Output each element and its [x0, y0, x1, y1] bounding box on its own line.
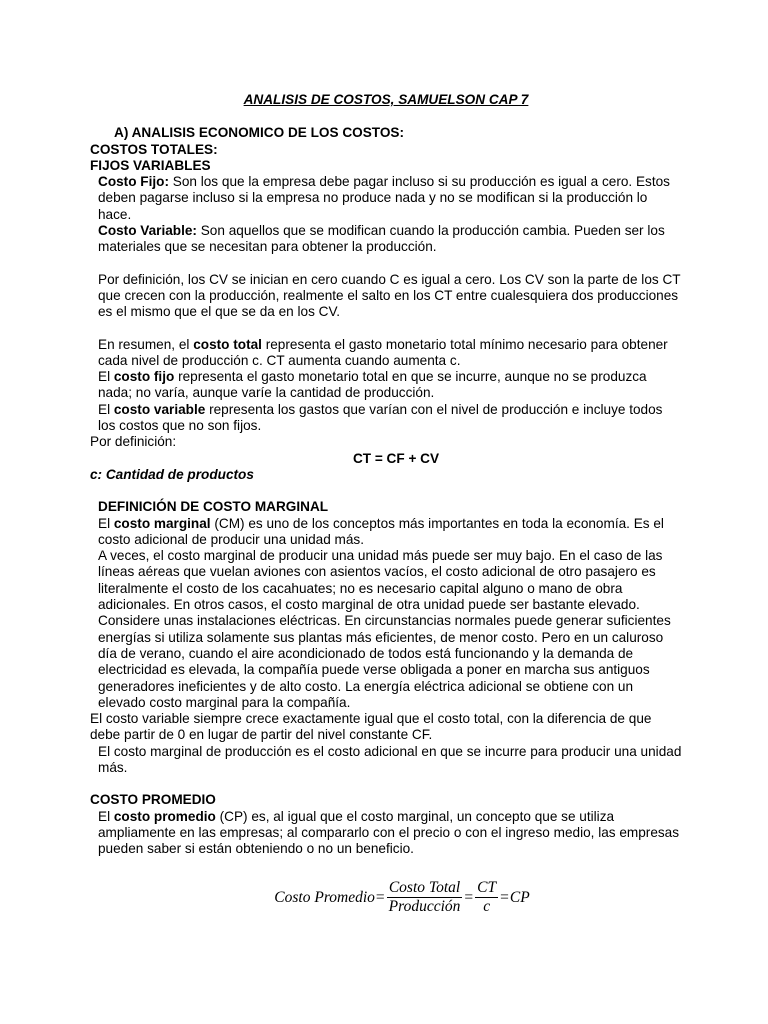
equals-sign: =	[500, 888, 509, 906]
paragraph-marginal-4	[90, 744, 682, 777]
text-run: El costo marginal de producción es el costo adicional en que se incurre para producir una unidad más.	[98, 743, 682, 775]
text-run: El	[98, 401, 114, 417]
text-run: Por definición, los CV se inician en cero cuando C es igual a cero. Los CV son la parte de los CT que crecen con la producción, realmente el salto en los CT entre cualesquiera dos producciones es el mismo que el que se da en los CV.	[98, 271, 681, 320]
spacer	[90, 321, 682, 337]
paragraph-promedio	[90, 809, 682, 858]
paragraph-marginal-1	[90, 516, 682, 549]
formula-costo-promedio	[90, 879, 682, 916]
fraction-numerator: Costo Total	[388, 879, 461, 897]
bold-term: costo promedio	[113, 808, 216, 824]
formula-lhs: Costo Promedio	[274, 888, 375, 906]
paragraph-resumen	[90, 337, 682, 370]
bold-term: Costo Variable:	[98, 223, 197, 239]
c-cantidad-note: c: Cantidad de productos	[90, 466, 254, 482]
bold-term: costo total	[193, 336, 262, 352]
fraction-costo-total-produccion	[387, 879, 463, 916]
paragraph-costo-variable-def	[90, 402, 682, 435]
spacer	[90, 256, 682, 272]
bold-term: costo variable	[113, 401, 206, 417]
spacer	[90, 483, 682, 499]
paragraph-marginal-3	[90, 711, 682, 744]
bold-term: costo fijo	[113, 369, 175, 385]
formula-ct: CT = CF + CV	[352, 450, 440, 466]
text-run: Son los que la empresa debe pagar incluso si su producción es igual a cero. Estos deben pagarse incluso si la empresa no produce nada y no se modifican si la producción lo hace.	[98, 174, 670, 222]
por-definicion-label: Por definición:	[90, 434, 177, 450]
fraction-denominator: c	[483, 898, 491, 916]
fijos-variables-heading: FIJOS VARIABLES	[90, 157, 211, 173]
fraction-denominator: Producción	[388, 898, 461, 916]
heading-costo-promedio: COSTO PROMEDIO	[90, 792, 216, 808]
text-run: representa el gasto monetario total en que se incurre, aunque no se produzca nada; no varía, aunque varíe la cantidad de producción.	[98, 369, 647, 401]
section-a-heading: A) ANALISIS ECONOMICO DE LOS COSTOS:	[114, 125, 405, 141]
text-run: representa el gasto monetario total mínimo necesario para obtener cada nivel de producción c. CT aumenta cuando aumenta c.	[98, 336, 668, 368]
text-run: El	[98, 515, 114, 531]
text-run: El costo variable siempre crece exactamente igual que el costo total, con la diferencia de que debe partir de 0 en lugar de partir del nivel constante CF.	[90, 711, 652, 743]
bold-term: Costo Fijo:	[98, 174, 169, 190]
document-title: ANALISIS DE COSTOS, SAMUELSON CAP 7	[243, 92, 529, 107]
spacer	[90, 776, 682, 792]
paragraph-costo-fijo-def	[90, 369, 682, 402]
heading-costo-marginal: DEFINICIÓN DE COSTO MARGINAL	[98, 499, 329, 515]
text-run: El	[98, 808, 114, 824]
equals-sign: =	[375, 888, 385, 906]
formula-rhs: CP	[509, 888, 530, 906]
text-run: (CM) es uno de los conceptos más importantes en toda la economía. Es el costo adicional de producir una unidad más.	[98, 515, 664, 547]
paragraph-costo-variable	[90, 223, 682, 256]
paragraph-marginal-2	[90, 548, 682, 711]
text-run: A veces, el costo marginal de producir una unidad más puede ser muy bajo. En el caso de las líneas aéreas que vuelan aviones con asientos vacíos, el costo adicional de otro pasajero es literalmente el costo de los cacahuates; no es necesario capital alguno o mano de obra adicionales. En otros casos, el costo marginal de otra unidad puede ser bastante elevado. Considere unas instalaciones eléctricas. En circunstancias normales puede generar suficientes energías si utiliza solamente sus plantas más eficientes, de menor costo. Pero en un caluroso día de verano, cuando el aire acondicionado de todos está funcionando y la demanda de electricidad es elevada, la compañía puede verse obligada a poner en marcha sus antiguos generadores ineficientes y de alto costo. La energía eléctrica adicional se obtiene con un elevado costo marginal para la compañía.	[98, 548, 671, 710]
text-run: Son aquellos que se modifican cuando la producción cambia. Pueden ser los materiales que se necesitan para obtener la producción.	[98, 223, 665, 255]
text-run: El	[98, 369, 114, 385]
bold-term: costo marginal	[113, 515, 211, 531]
equals-sign: =	[464, 888, 474, 906]
text-run: En resumen, el	[98, 336, 194, 352]
fraction-ct-c	[475, 879, 498, 916]
paragraph-definicion-cv	[90, 272, 682, 321]
text-run: representa los gastos que varían con el nivel de producción e incluye todos los costos que no son fijos.	[98, 401, 663, 434]
paragraph-costo-fijo	[90, 174, 682, 223]
fraction-numerator: CT	[477, 879, 497, 897]
text-run: (CP) es, al igual que el costo marginal, un concepto que se utiliza ampliamente en las empresas; al compararlo con el precio o con el ingreso medio, las empresas pueden saber si están obteniendo o no un beneficio.	[98, 808, 680, 857]
costos-totales-heading: COSTOS TOTALES:	[90, 141, 218, 157]
